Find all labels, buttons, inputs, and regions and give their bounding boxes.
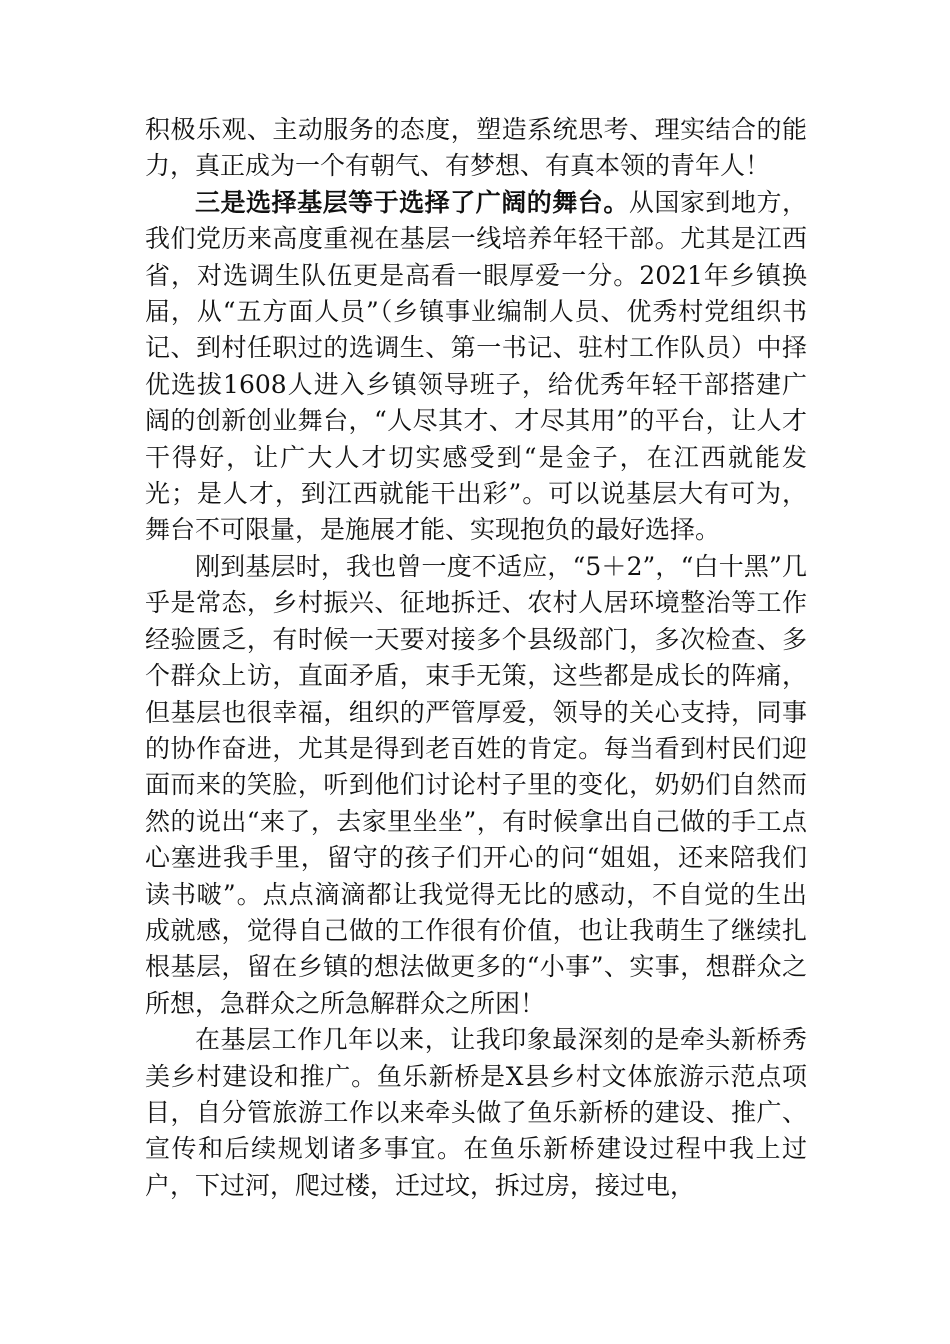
paragraph-1 [145,112,807,185]
paragraph-2 [145,185,807,549]
paragraph-4 [145,1022,807,1204]
paragraph-3 [145,549,807,1022]
paragraph-2-lead: 三是选择基层等于选择了广阔的舞台。 [195,187,629,217]
paragraph-1-text: 积极乐观、主动服务的态度，塑造系统思考、理实结合的能力，真正成为一个有朝气、有梦想、有真本领的青年人！ [145,115,807,181]
paragraph-4-text: 在基层工作几年以来，让我印象最深刻的是牵头新桥秀美乡村建设和推广。鱼乐新桥是X县乡村文体旅游示范点项目，自分管旅游工作以来牵头做了鱼乐新桥的建设、推广、宣传和后续规划诸多事宜。在鱼乐新桥建设过程中我上过户，下过河，爬过楼，迁过坟，拆过房，接过电， [145,1025,807,1200]
paragraph-3-text: 刚到基层时，我也曾一度不适应，“5＋2”，“白十黑”几乎是常态，乡村振兴、征地拆迁、农村人居环境整治等工作经验匮乏，有时候一天要对接多个县级部门，多次检查、多个群众上访，直面矛盾，束手无策，这些都是成长的阵痛，但基层也很幸福，组织的严管厚爱，领导的关心支持，同事的协作奋进，尤其是得到老百姓的肯定。每当看到村民们迎面而来的笑脸，听到他们讨论村子里的变化，奶奶们自然而然的说出“来了，去家里坐坐”，有时候拿出自己做的手工点心塞进我手里，留守的孩子们开心的问“姐姐，还来陪我们读书啵”。点点滴滴都让我觉得无比的感动，不自觉的生出成就感，觉得自己做的工作很有价值，也让我萌生了继续扎根基层，留在乡镇的想法做更多的“小事”、实事，想群众之所想，急群众之所急解群众之所困！ [145,551,807,1018]
paragraph-2-text: 从国家到地方，我们党历来高度重视在基层一线培养年轻干部。尤其是江西省，对选调生队伍更是高看一眼厚爱一分。2021年乡镇换届，从“五方面人员”（乡镇事业编制人员、优秀村党组织书记、到村任职过的选调生、第一书记、驻村工作队员）中择优选拔1608人进入乡镇领导班子，给优秀年轻干部搭建广阔的创新创业舞台，“人尽其才、才尽其用”的平台，让人才干得好，让广大人才切实感受到“是金子，在江西就能发光；是人才，到江西就能干出彩”。可以说基层大有可为，舞台不可限量，是施展才能、实现抱负的最好选择。 [145,187,807,545]
document-body [145,112,807,1204]
